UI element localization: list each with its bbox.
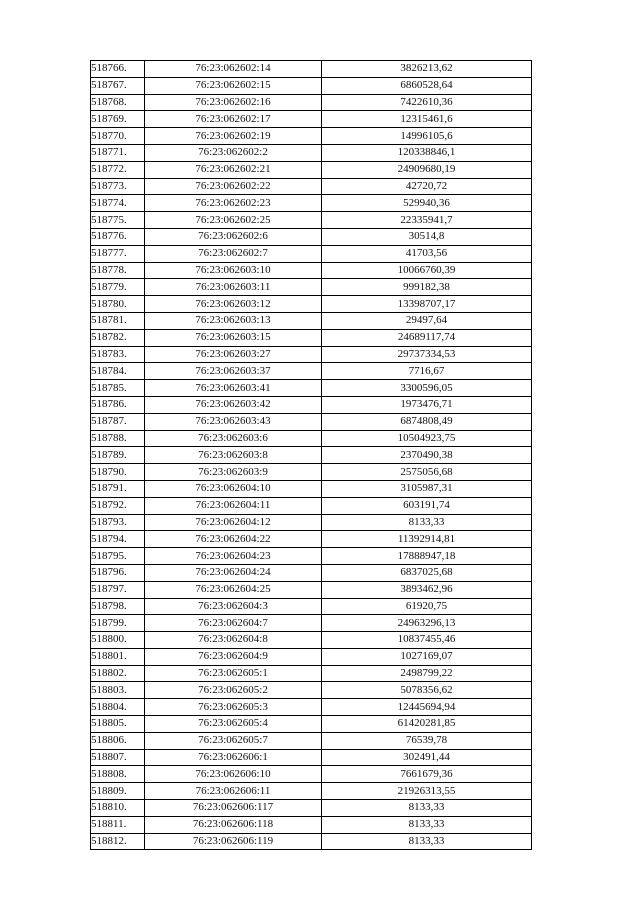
- value-cell: 302491,44: [322, 749, 532, 766]
- table-row: [91, 766, 532, 783]
- row-number-cell: 518807.: [91, 749, 145, 766]
- cadastral-number-cell: 76:23:062604:25: [145, 581, 322, 598]
- value-cell: 999182,38: [322, 279, 532, 296]
- row-number-cell: 518779.: [91, 279, 145, 296]
- cadastral-number-cell: 76:23:062606:1: [145, 749, 322, 766]
- cadastral-number-cell: 76:23:062603:41: [145, 380, 322, 397]
- table-row: [91, 548, 532, 565]
- value-cell: 5078356,62: [322, 682, 532, 699]
- table-body: [91, 61, 532, 850]
- table-row: [91, 564, 532, 581]
- row-number-cell: 518802.: [91, 665, 145, 682]
- value-cell: 10504923,75: [322, 430, 532, 447]
- value-cell: 11392914,81: [322, 531, 532, 548]
- cadastral-number-cell: 76:23:062604:3: [145, 598, 322, 615]
- cadastral-number-cell: 76:23:062604:10: [145, 480, 322, 497]
- row-number-cell: 518770.: [91, 128, 145, 145]
- table-row: [91, 279, 532, 296]
- cadastral-number-cell: 76:23:062602:17: [145, 111, 322, 128]
- cadastral-number-cell: 76:23:062602:15: [145, 77, 322, 94]
- cadastral-number-cell: 76:23:062603:9: [145, 464, 322, 481]
- table-row: [91, 212, 532, 229]
- value-cell: 61920,75: [322, 598, 532, 615]
- value-cell: 7661679,36: [322, 766, 532, 783]
- value-cell: 3826213,62: [322, 61, 532, 78]
- cadastral-number-cell: 76:23:062603:43: [145, 413, 322, 430]
- cadastral-number-cell: 76:23:062602:19: [145, 128, 322, 145]
- table-row: [91, 699, 532, 716]
- value-cell: 61420281,85: [322, 716, 532, 733]
- value-cell: 12445694,94: [322, 699, 532, 716]
- value-cell: 8133,33: [322, 514, 532, 531]
- value-cell: 17888947,18: [322, 548, 532, 565]
- cadastral-number-cell: 76:23:062606:117: [145, 800, 322, 817]
- table-row: [91, 665, 532, 682]
- table-row: [91, 514, 532, 531]
- row-number-cell: 518800.: [91, 632, 145, 649]
- cadastral-number-cell: 76:23:062606:11: [145, 783, 322, 800]
- cadastral-number-cell: 76:23:062604:8: [145, 632, 322, 649]
- value-cell: 8133,33: [322, 816, 532, 833]
- value-cell: 8133,33: [322, 800, 532, 817]
- row-number-cell: 518793.: [91, 514, 145, 531]
- value-cell: 14996105,6: [322, 128, 532, 145]
- table-row: [91, 447, 532, 464]
- row-number-cell: 518784.: [91, 363, 145, 380]
- value-cell: 22335941,7: [322, 212, 532, 229]
- table-row: [91, 413, 532, 430]
- value-cell: 2498799,22: [322, 665, 532, 682]
- table-row: [91, 598, 532, 615]
- value-cell: 8133,33: [322, 833, 532, 850]
- value-cell: 29737334,53: [322, 346, 532, 363]
- row-number-cell: 518792.: [91, 497, 145, 514]
- cadastral-number-cell: 76:23:062602:23: [145, 195, 322, 212]
- table-row: [91, 228, 532, 245]
- row-number-cell: 518795.: [91, 548, 145, 565]
- table-row: [91, 61, 532, 78]
- row-number-cell: 518809.: [91, 783, 145, 800]
- row-number-cell: 518799.: [91, 615, 145, 632]
- cadastral-number-cell: 76:23:062605:3: [145, 699, 322, 716]
- cadastral-number-cell: 76:23:062603:42: [145, 396, 322, 413]
- row-number-cell: 518778.: [91, 262, 145, 279]
- table-row: [91, 312, 532, 329]
- cadastral-number-cell: 76:23:062603:13: [145, 312, 322, 329]
- row-number-cell: 518810.: [91, 800, 145, 817]
- row-number-cell: 518777.: [91, 245, 145, 262]
- cadastral-number-cell: 76:23:062603:37: [145, 363, 322, 380]
- value-cell: 41703,56: [322, 245, 532, 262]
- cadastral-number-cell: 76:23:062602:25: [145, 212, 322, 229]
- table-row: [91, 111, 532, 128]
- table-row: [91, 178, 532, 195]
- cadastral-number-cell: 76:23:062602:22: [145, 178, 322, 195]
- value-cell: 603191,74: [322, 497, 532, 514]
- row-number-cell: 518794.: [91, 531, 145, 548]
- cadastral-number-cell: 76:23:062603:12: [145, 296, 322, 313]
- row-number-cell: 518769.: [91, 111, 145, 128]
- table-row: [91, 128, 532, 145]
- value-cell: 13398707,17: [322, 296, 532, 313]
- table-row: [91, 262, 532, 279]
- value-cell: 6860528,64: [322, 77, 532, 94]
- row-number-cell: 518811.: [91, 816, 145, 833]
- value-cell: 3893462,96: [322, 581, 532, 598]
- table-row: [91, 648, 532, 665]
- value-cell: 120338846,1: [322, 144, 532, 161]
- table-row: [91, 363, 532, 380]
- cadastral-number-cell: 76:23:062603:10: [145, 262, 322, 279]
- cadastral-number-cell: 76:23:062606:118: [145, 816, 322, 833]
- table-row: [91, 816, 532, 833]
- table-row: [91, 396, 532, 413]
- value-cell: 2370490,38: [322, 447, 532, 464]
- row-number-cell: 518790.: [91, 464, 145, 481]
- table-row: [91, 632, 532, 649]
- table-row: [91, 833, 532, 850]
- value-cell: 76539,78: [322, 732, 532, 749]
- row-number-cell: 518768.: [91, 94, 145, 111]
- row-number-cell: 518780.: [91, 296, 145, 313]
- cadastral-value-table: [90, 60, 532, 850]
- value-cell: 529940,36: [322, 195, 532, 212]
- row-number-cell: 518797.: [91, 581, 145, 598]
- cadastral-number-cell: 76:23:062604:23: [145, 548, 322, 565]
- row-number-cell: 518771.: [91, 144, 145, 161]
- table-row: [91, 497, 532, 514]
- table-row: [91, 615, 532, 632]
- cadastral-number-cell: 76:23:062605:1: [145, 665, 322, 682]
- cadastral-number-cell: 76:23:062603:27: [145, 346, 322, 363]
- cadastral-number-cell: 76:23:062603:15: [145, 329, 322, 346]
- row-number-cell: 518803.: [91, 682, 145, 699]
- row-number-cell: 518812.: [91, 833, 145, 850]
- table-row: [91, 716, 532, 733]
- row-number-cell: 518806.: [91, 732, 145, 749]
- row-number-cell: 518773.: [91, 178, 145, 195]
- cadastral-number-cell: 76:23:062605:2: [145, 682, 322, 699]
- row-number-cell: 518787.: [91, 413, 145, 430]
- row-number-cell: 518783.: [91, 346, 145, 363]
- table-row: [91, 480, 532, 497]
- cadastral-number-cell: 76:23:062606:119: [145, 833, 322, 850]
- cadastral-number-cell: 76:23:062604:9: [145, 648, 322, 665]
- table-row: [91, 161, 532, 178]
- row-number-cell: 518805.: [91, 716, 145, 733]
- value-cell: 7716,67: [322, 363, 532, 380]
- cadastral-number-cell: 76:23:062604:7: [145, 615, 322, 632]
- table-row: [91, 329, 532, 346]
- value-cell: 42720,72: [322, 178, 532, 195]
- row-number-cell: 518791.: [91, 480, 145, 497]
- value-cell: 1027169,07: [322, 648, 532, 665]
- table-row: [91, 430, 532, 447]
- row-number-cell: 518789.: [91, 447, 145, 464]
- table-row: [91, 581, 532, 598]
- cadastral-number-cell: 76:23:062602:2: [145, 144, 322, 161]
- table-row: [91, 195, 532, 212]
- cadastral-number-cell: 76:23:062604:11: [145, 497, 322, 514]
- row-number-cell: 518798.: [91, 598, 145, 615]
- table-row: [91, 346, 532, 363]
- cadastral-number-cell: 76:23:062603:11: [145, 279, 322, 296]
- row-number-cell: 518774.: [91, 195, 145, 212]
- value-cell: 6874808,49: [322, 413, 532, 430]
- row-number-cell: 518804.: [91, 699, 145, 716]
- value-cell: 12315461,6: [322, 111, 532, 128]
- value-cell: 2575056,68: [322, 464, 532, 481]
- cadastral-number-cell: 76:23:062604:22: [145, 531, 322, 548]
- row-number-cell: 518786.: [91, 396, 145, 413]
- value-cell: 24909680,19: [322, 161, 532, 178]
- table-row: [91, 380, 532, 397]
- cadastral-number-cell: 76:23:062602:14: [145, 61, 322, 78]
- row-number-cell: 518766.: [91, 61, 145, 78]
- table-row: [91, 77, 532, 94]
- cadastral-number-cell: 76:23:062605:7: [145, 732, 322, 749]
- row-number-cell: 518808.: [91, 766, 145, 783]
- row-number-cell: 518785.: [91, 380, 145, 397]
- table-row: [91, 464, 532, 481]
- table-row: [91, 732, 532, 749]
- value-cell: 24963296,13: [322, 615, 532, 632]
- value-cell: 6837025,68: [322, 564, 532, 581]
- row-number-cell: 518781.: [91, 312, 145, 329]
- row-number-cell: 518772.: [91, 161, 145, 178]
- table-row: [91, 682, 532, 699]
- value-cell: 1973476,71: [322, 396, 532, 413]
- table-row: [91, 749, 532, 766]
- cadastral-number-cell: 76:23:062605:4: [145, 716, 322, 733]
- value-cell: 24689117,74: [322, 329, 532, 346]
- row-number-cell: 518775.: [91, 212, 145, 229]
- table-row: [91, 531, 532, 548]
- value-cell: 7422610,36: [322, 94, 532, 111]
- cadastral-number-cell: 76:23:062603:6: [145, 430, 322, 447]
- value-cell: 29497,64: [322, 312, 532, 329]
- value-cell: 3105987,31: [322, 480, 532, 497]
- cadastral-number-cell: 76:23:062604:24: [145, 564, 322, 581]
- cadastral-number-cell: 76:23:062602:6: [145, 228, 322, 245]
- row-number-cell: 518776.: [91, 228, 145, 245]
- cadastral-number-cell: 76:23:062602:16: [145, 94, 322, 111]
- value-cell: 21926313,55: [322, 783, 532, 800]
- table-row: [91, 296, 532, 313]
- table-row: [91, 783, 532, 800]
- cadastral-number-cell: 76:23:062606:10: [145, 766, 322, 783]
- value-cell: 3300596,05: [322, 380, 532, 397]
- value-cell: 30514,8: [322, 228, 532, 245]
- row-number-cell: 518801.: [91, 648, 145, 665]
- row-number-cell: 518796.: [91, 564, 145, 581]
- value-cell: 10837455,46: [322, 632, 532, 649]
- cadastral-number-cell: 76:23:062604:12: [145, 514, 322, 531]
- cadastral-number-cell: 76:23:062603:8: [145, 447, 322, 464]
- value-cell: 10066760,39: [322, 262, 532, 279]
- row-number-cell: 518788.: [91, 430, 145, 447]
- table-row: [91, 245, 532, 262]
- table-row: [91, 94, 532, 111]
- cadastral-number-cell: 76:23:062602:21: [145, 161, 322, 178]
- table-row: [91, 800, 532, 817]
- table-row: [91, 144, 532, 161]
- cadastral-number-cell: 76:23:062602:7: [145, 245, 322, 262]
- row-number-cell: 518782.: [91, 329, 145, 346]
- row-number-cell: 518767.: [91, 77, 145, 94]
